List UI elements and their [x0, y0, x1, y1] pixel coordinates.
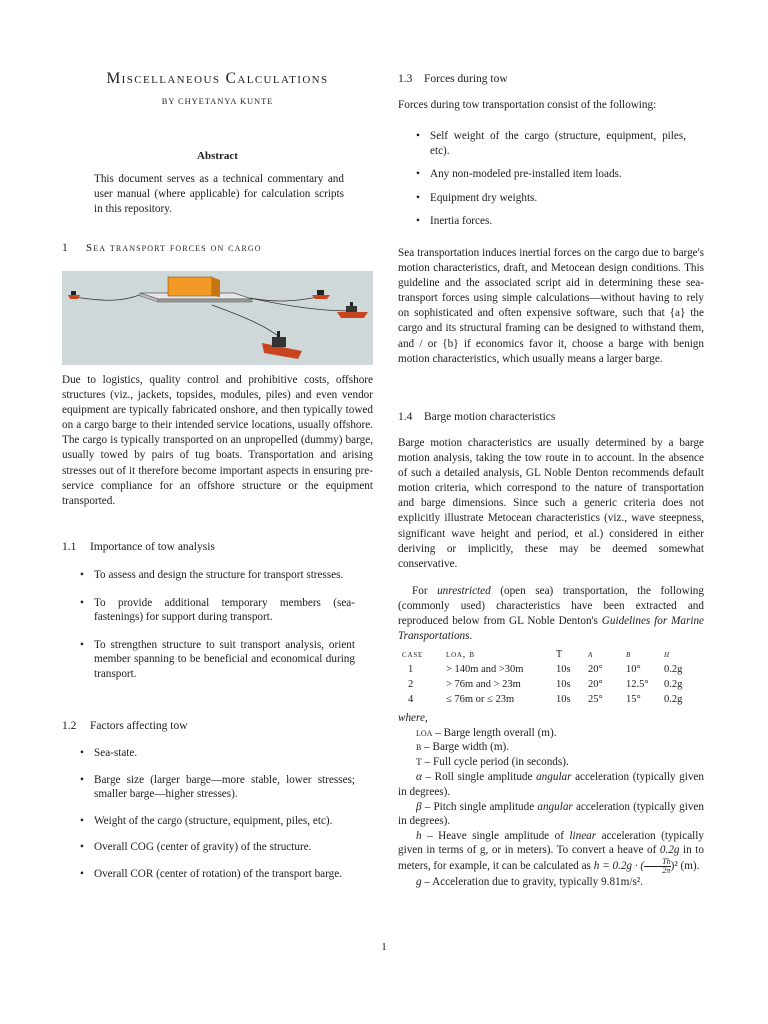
subsection-number: 1.4 [398, 411, 413, 423]
column-header: case [402, 649, 424, 660]
definition-text: acceleration (typically given in degrees). [398, 771, 704, 798]
table-row [402, 677, 698, 692]
definition-text: – Barge width (m). [421, 741, 510, 754]
subsection-title: Factors affecting tow [90, 720, 188, 732]
column-header: T [556, 649, 563, 660]
text-run: For [412, 585, 438, 597]
emphasis: unrestricted [437, 585, 491, 597]
emphasis: linear [569, 829, 597, 842]
emphasis: angular [536, 771, 572, 784]
tow-illustration [62, 271, 373, 365]
tug-boat-right-upper [312, 290, 330, 299]
list-item: • Barge size (larger barge—more stable, lower stresses; smaller barge—higher stresses). [80, 773, 355, 802]
table-cell: 4 [408, 694, 414, 705]
list-item: • Weight of the cargo (structure, equipment, piles, etc). [80, 814, 355, 829]
abstract-heading: Abstract [197, 150, 238, 162]
section-1-intro: Due to logistics, quality control and prohibitive costs, offshore structures (viz., jackets, topsides, modules, piles) and even vendor equipment are typically fabricated onshore, and then typically towed on a cargo barge to their intended service locations, usually offshore. The cargo is typically transported on an unpropelled (dummy) barge, usually towed by pairs of tug boats. Transportation and arising stresses out of it therefore become important aspects in ensuring pre-service compliance for an offshore structure or the equipment transported. [62, 374, 373, 507]
list-item: • To assess and design the structure for transport stresses. [80, 568, 355, 583]
tug-boat-bottom [262, 331, 302, 359]
heave-formula: h = 0.2g · ( [593, 860, 645, 873]
symbol: h [416, 829, 422, 842]
section-1-heading [62, 242, 262, 254]
definitions-block [398, 711, 704, 890]
definition-h [398, 829, 704, 875]
definition-t [398, 755, 704, 771]
emphasis: angular [537, 800, 573, 813]
symbol: g [416, 875, 422, 888]
column-header: α [588, 649, 594, 660]
subsection-title: Importance of tow analysis [90, 541, 215, 553]
definition-text: – Acceleration due to gravity, typically 9.81m/s². [421, 875, 643, 888]
list-item: • Self weight of the cargo (structure, equipment, piles, etc). [416, 129, 686, 158]
table-cell: 25° [588, 694, 603, 705]
list-item: • Equipment dry weights. [416, 191, 686, 206]
definition-text: in to meters, for example, it can be calculated as [398, 844, 704, 873]
table-row [402, 662, 698, 677]
table-cell: ≤ 76m or ≤ 23m [446, 694, 515, 705]
table-cell: 10s [556, 694, 571, 705]
definition-text: – Barge length overall (m). [432, 726, 557, 739]
table-cell: 1 [408, 664, 414, 675]
table-cell: 10s [556, 679, 571, 690]
list-item: • Overall COG (center of gravity) of the structure. [80, 840, 355, 855]
table-cell: 2 [408, 679, 414, 690]
section-number: 1 [62, 242, 68, 254]
forces-list [398, 129, 686, 229]
where-label: where, [398, 712, 428, 724]
definition-text: – Full cycle period (in seconds). [421, 755, 569, 768]
symbol: β [416, 800, 422, 813]
list-item: • Inertia forces. [416, 214, 686, 229]
tow-analysis-list [62, 568, 355, 682]
definition-loa [398, 726, 704, 741]
tug-boat-right-lower [337, 302, 368, 318]
table-cell: 15° [626, 694, 641, 705]
table-cell: 12.5° [626, 679, 649, 690]
tow-factors-list [62, 746, 355, 882]
subsection-title: Forces during tow [424, 73, 508, 85]
motion-paragraph-2 [398, 584, 704, 644]
table-cell: > 140m and >30m [446, 664, 524, 675]
table-cell: 10° [626, 664, 641, 675]
text-run: . [469, 630, 473, 643]
list-item: • Any non-modeled pre-installed item loads. [416, 167, 686, 182]
list-item: • To provide additional temporary members (sea-fastenings) for support during transport. [80, 596, 355, 625]
column-header: loa, b [446, 649, 475, 660]
symbol: loa [416, 726, 433, 739]
table-cell: > 76m and > 23m [446, 679, 521, 690]
subsection-1-3-heading [398, 73, 508, 85]
symbol: α [416, 771, 422, 784]
reference-title: Guidelines for Marine Transportations [398, 615, 705, 643]
table-row [402, 692, 698, 707]
barge-tow-figure [62, 271, 373, 365]
emphasis: 0.2g [659, 844, 680, 857]
fraction-numerator: Th [644, 858, 670, 867]
table-header-row [402, 647, 698, 662]
forces-intro: Forces during tow transportation consist of the following: [398, 99, 657, 111]
subsection-number: 1.3 [398, 73, 413, 85]
subsection-number: 1.1 [62, 541, 77, 553]
abstract-body: This document serves as a technical commentary and user manual (where applicable) for calculation scripts in this repository. [94, 173, 344, 216]
table-cell: 0.2g [664, 664, 683, 675]
section-title: Sea transport forces on cargo [86, 242, 262, 254]
column-header: β [626, 649, 632, 660]
motion-paragraph-1: Barge motion characteristics are usually determined by a barge motion analysis, taking the tow route in to account. In the absence of such a detailed analysis, GL Noble Denton recommends default motion criteria, which correspond to the nature of transportation and barge dimensions. Since such a generic criteria does not explicitly illustrate Metocean characteristics (viz., wave steepness, significant wave height and period, et al.) considered in either deriving or implicitly, these may be deemed somewhat conservative. [398, 437, 704, 570]
forces-paragraph: Sea transportation induces inertial forces on the cargo due to barge's motion characteristics, draft, and Metocean design conditions. This guideline and the associated script aid in determining these sea-transport forces using simple calculations—without having to rely on sophisticated and often expensive software, such that {a} the cargo and its structural framing can be designed to withstand them, and / or {b} if economics favor it, choose a barge with benign motion characteristics, which usually means a larger barge. [398, 247, 704, 365]
heave-formula-end: )² (m). [670, 860, 700, 873]
table-cell: 0.2g [664, 679, 683, 690]
definition-text: – Pitch single amplitude [421, 800, 538, 813]
table-cell: 0.2g [664, 694, 683, 705]
motion-criteria-table [402, 647, 698, 707]
definition-text: acceleration (typically given in terms of g, or in meters). To convert a heave of [398, 829, 704, 857]
definition-g [398, 875, 704, 890]
definition-beta [398, 800, 704, 829]
definition-alpha [398, 770, 704, 799]
subsection-title: Barge motion characteristics [424, 411, 556, 423]
definition-text: acceleration (typically given in degrees). [398, 800, 704, 828]
subsection-number: 1.2 [62, 720, 77, 732]
subsection-1-1-heading [62, 541, 215, 553]
list-item: • Overall COR (center of rotation) of the transport barge. [80, 867, 355, 882]
symbol: T [416, 757, 422, 768]
cargo-barge [140, 277, 252, 302]
formula-fraction [644, 858, 670, 875]
list-item: • Sea-state. [80, 746, 355, 761]
definition-text: – Roll single amplitude [421, 771, 537, 784]
column-header: h [664, 649, 670, 660]
table-cell: 20° [588, 664, 603, 675]
tug-boat-left [68, 291, 80, 299]
document-title: Miscellaneous Calculations [106, 70, 329, 87]
list-item: • To strengthen structure to suit transport analysis, orient member spanning to be beneficial and economical during transport. [80, 638, 355, 682]
author-line: BY CHYETANYA KUNTE [161, 96, 274, 106]
page-number: 1 [381, 941, 387, 953]
text-run: (open sea) transportation, the following (commonly used) characteristics have been extracted and reproduced below from GL Noble Denton's [398, 585, 704, 628]
subsection-1-2-heading [62, 720, 188, 732]
subsection-1-4-heading [398, 411, 555, 423]
definition-b [398, 740, 704, 755]
table-cell: 20° [588, 679, 603, 690]
fraction-denominator: 2π [662, 865, 671, 875]
definition-text: – Heave single amplitude of [421, 829, 570, 842]
table-cell: 10s [556, 664, 571, 675]
symbol: b [416, 741, 422, 754]
